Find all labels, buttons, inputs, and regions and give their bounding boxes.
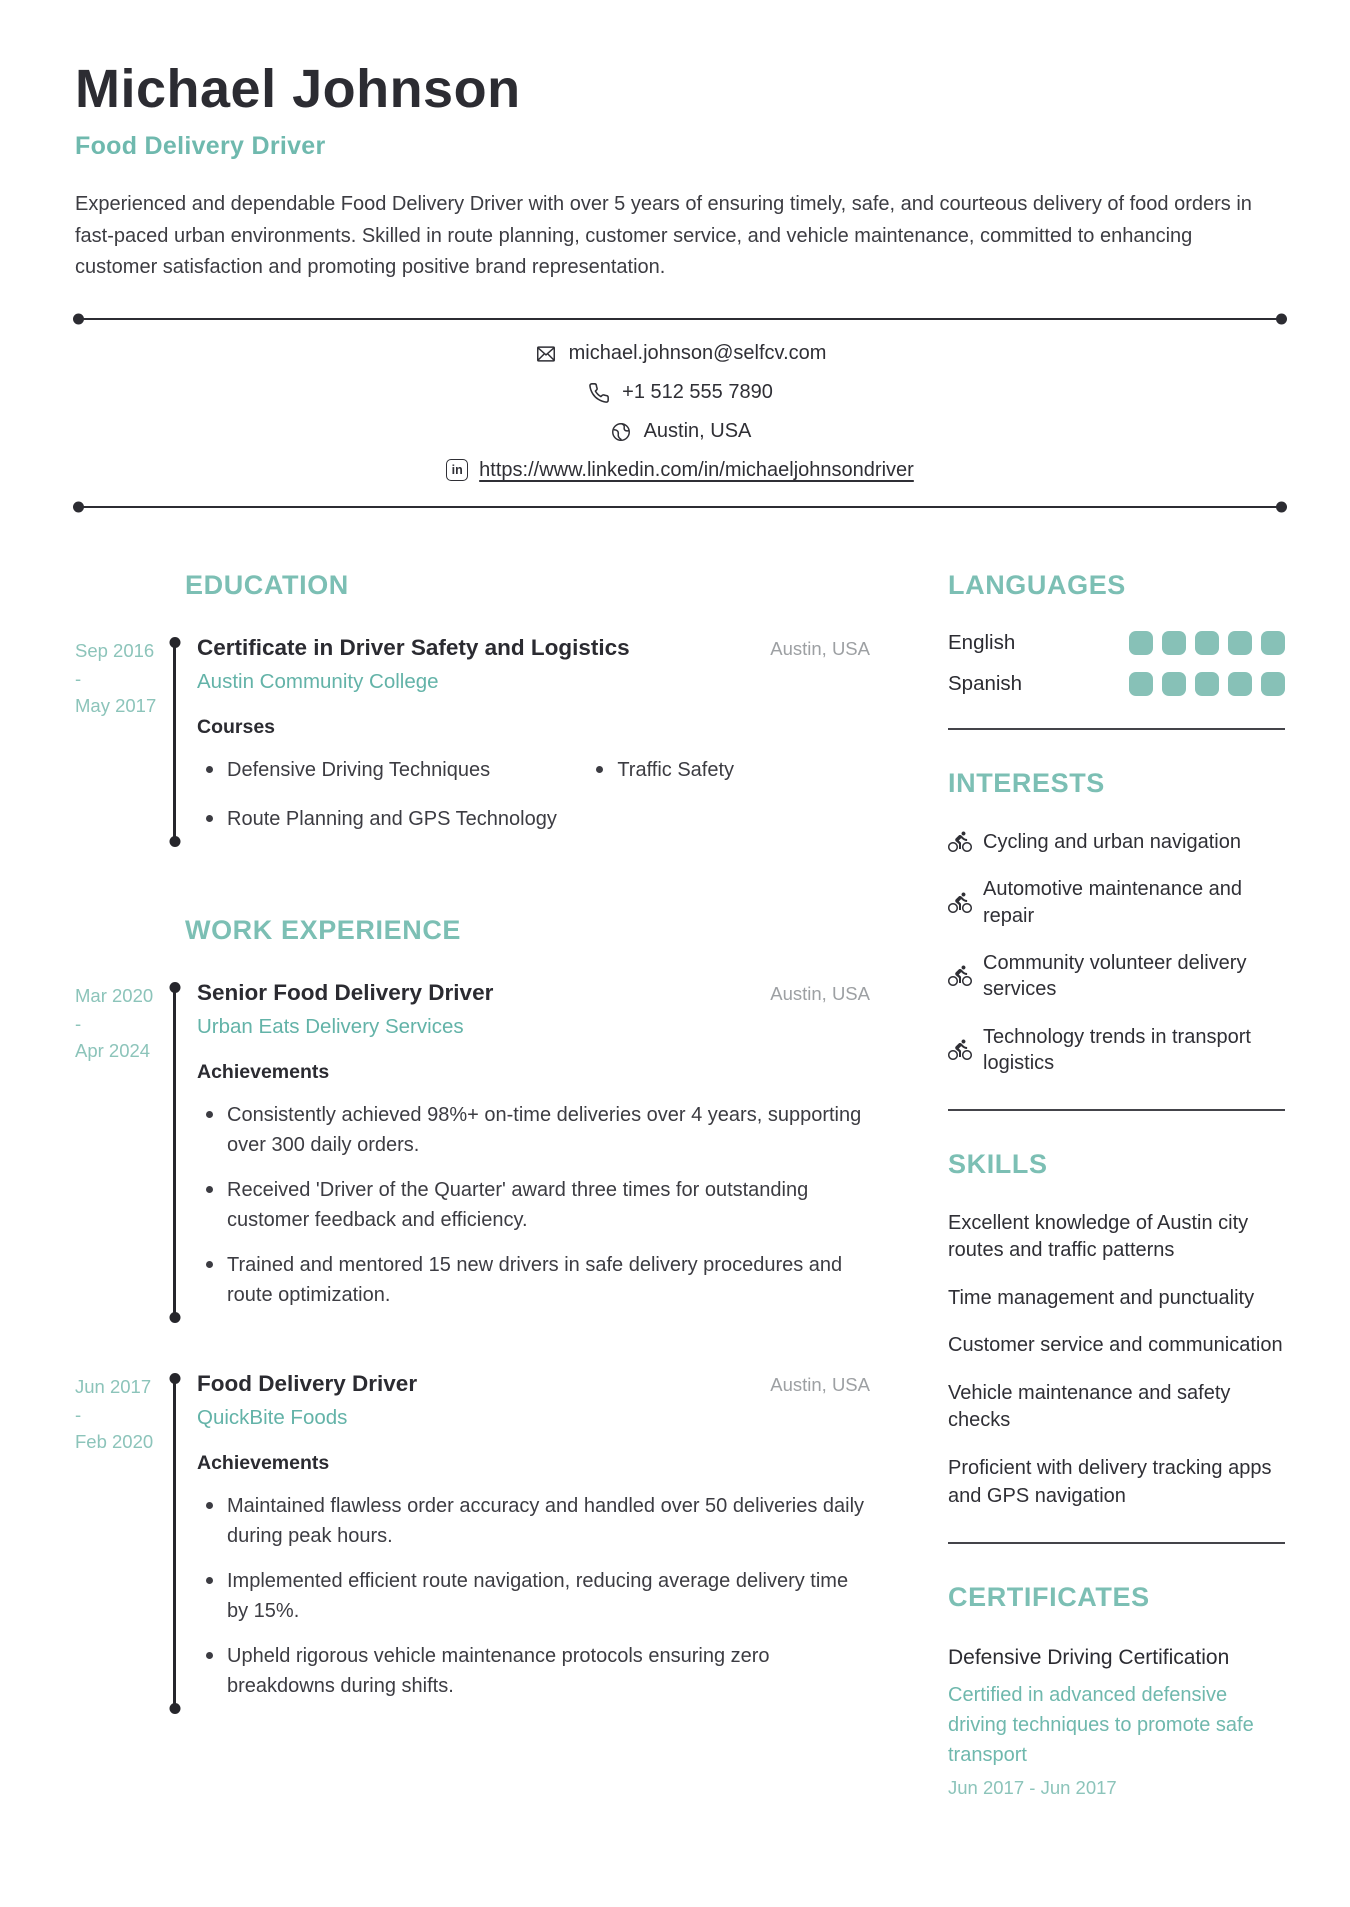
- contact-phone-row: [587, 381, 773, 405]
- profile-summary: Experienced and dependable Food Delivery Driver with over 5 years of ensuring timely, safe, and courteous delivery of food orders in fast-paced urban environments. Skilled in route planning, customer service, and vehicle maintenance, committed to enhancing customer satisfaction and promoting positive brand representation.: [75, 193, 1252, 279]
- degree-title: Certificate in Driver Safety and Logistics: [197, 634, 630, 660]
- section-title-skills: SKILLS: [948, 1148, 1048, 1179]
- date-start: Sep 2016: [75, 639, 155, 661]
- language-level-square: [1261, 672, 1285, 696]
- resume-body: [75, 570, 1285, 1799]
- section-title-work-experience: WORK EXPERIENCE: [185, 914, 462, 945]
- cyclist-icon: [948, 891, 972, 915]
- language-row: [948, 672, 1285, 696]
- contact-location-row: [609, 420, 752, 444]
- header-divider-top: [75, 318, 1285, 320]
- language-level-indicator: [1129, 672, 1285, 696]
- achievements-label: Achievements: [197, 1060, 330, 1083]
- interest-item: [948, 1024, 1285, 1077]
- language-level-square: [1228, 672, 1252, 696]
- date-start: Jun 2017: [75, 1375, 152, 1397]
- timeline-rail: [173, 641, 176, 843]
- cyclist-icon: [948, 830, 972, 854]
- main-column: [75, 570, 870, 1799]
- job-role: Senior Food Delivery Driver: [197, 979, 494, 1005]
- globe-icon: [609, 420, 633, 444]
- course-item: Route Planning and GPS Technology: [197, 804, 587, 834]
- language-level-square: [1195, 631, 1219, 655]
- interest-item: [948, 876, 1285, 929]
- work-dates: [75, 1371, 165, 1716]
- date-separator: -: [75, 1403, 82, 1425]
- education-location: Austin, USA: [770, 637, 870, 659]
- education-dates: [75, 635, 165, 849]
- company-name: Urban Eats Delivery Services: [197, 1014, 464, 1038]
- contact-email-row: [534, 342, 827, 366]
- section-title-interests: INTERESTS: [948, 767, 1105, 798]
- date-start: Mar 2020: [75, 984, 154, 1006]
- language-row: [948, 631, 1285, 655]
- section-title-education: EDUCATION: [185, 569, 349, 600]
- work-dates: [75, 980, 165, 1325]
- contact-phone: +1 512 555 7890: [622, 381, 773, 404]
- contact-location: Austin, USA: [643, 420, 752, 443]
- interest-label: Technology trends in transport logistics: [983, 1025, 1251, 1075]
- language-level-square: [1129, 672, 1153, 696]
- resume-header: [75, 58, 1285, 284]
- sidebar-column: [948, 570, 1285, 1799]
- date-end: Apr 2024: [75, 1040, 151, 1062]
- language-level-square: [1228, 631, 1252, 655]
- school-name: Austin Community College: [197, 669, 439, 693]
- skill-item: Customer service and communication: [948, 1334, 1283, 1357]
- certificate-description: Certified in advanced defensive driving techniques to promote safe transport: [948, 1683, 1254, 1766]
- cyclist-icon: [948, 964, 972, 988]
- person-name: Michael Johnson: [75, 59, 521, 119]
- work-entry: [75, 980, 870, 1325]
- work-entry-body: [176, 1371, 870, 1716]
- achievements-label: Achievements: [197, 1451, 330, 1474]
- contact-section: [75, 342, 1285, 482]
- header-divider-bottom: [75, 506, 1285, 508]
- achievement-item: Maintained flawless order accuracy and handled over 50 deliveries daily during peak hours.: [197, 1491, 870, 1551]
- achievement-item: Upheld rigorous vehicle maintenance protocols ensuring zero breakdowns during shifts.: [197, 1641, 870, 1701]
- date-end: May 2017: [75, 695, 157, 717]
- linkedin-icon: in: [446, 459, 468, 481]
- achievement-item: Trained and mentored 15 new drivers in safe delivery procedures and route optimization.: [197, 1250, 870, 1310]
- person-job-title: Food Delivery Driver: [75, 132, 326, 160]
- language-level-square: [1129, 631, 1153, 655]
- section-title-languages: LANGUAGES: [948, 569, 1126, 600]
- language-level-square: [1261, 631, 1285, 655]
- language-name: English: [948, 630, 1016, 654]
- certificate-date-range: Jun 2017 - Jun 2017: [948, 1776, 1117, 1798]
- job-role: Food Delivery Driver: [197, 1370, 418, 1396]
- interest-label: Cycling and urban navigation: [983, 830, 1241, 853]
- work-entry: [75, 1371, 870, 1716]
- education-entry-body: [176, 635, 870, 849]
- linkedin-link[interactable]: https://www.linkedin.com/in/michaeljohnsondriver: [479, 458, 914, 481]
- date-separator: -: [75, 1012, 82, 1034]
- date-end: Feb 2020: [75, 1431, 154, 1453]
- company-name: QuickBite Foods: [197, 1405, 348, 1429]
- sidebar-divider: [948, 1109, 1285, 1111]
- timeline-rail: [173, 986, 176, 1319]
- language-level-square: [1162, 631, 1186, 655]
- achievements-list: [197, 1491, 870, 1701]
- courses-list: [197, 755, 870, 849]
- cyclist-icon: [948, 1038, 972, 1062]
- skill-item: Excellent knowledge of Austin city routes and traffic patterns: [948, 1211, 1249, 1262]
- date-separator: -: [75, 667, 82, 689]
- achievements-list: [197, 1100, 870, 1310]
- section-title-certificates: CERTIFICATES: [948, 1582, 1150, 1613]
- interest-label: Community volunteer delivery services: [983, 951, 1247, 1001]
- achievement-item: Consistently achieved 98%+ on-time deliveries over 4 years, supporting over 300 daily orders.: [197, 1100, 870, 1160]
- job-location: Austin, USA: [770, 1373, 870, 1395]
- language-level-square: [1162, 672, 1186, 696]
- contact-email: michael.johnson@selfcv.com: [568, 342, 827, 365]
- language-level-indicator: [1129, 631, 1285, 655]
- sidebar-divider: [948, 1542, 1285, 1544]
- achievement-item: Implemented efficient route navigation, reducing average delivery time by 15%.: [197, 1566, 870, 1626]
- work-entry-body: [176, 980, 870, 1325]
- skill-item: Proficient with delivery tracking apps and GPS navigation: [948, 1457, 1272, 1507]
- course-item: Defensive Driving Techniques: [197, 755, 587, 785]
- envelope-icon: [534, 342, 558, 366]
- courses-label: Courses: [197, 715, 276, 738]
- interest-item: [948, 950, 1285, 1003]
- interest-label: Automotive maintenance and repair: [983, 878, 1243, 927]
- education-entry: [75, 635, 870, 849]
- phone-icon: [587, 381, 611, 405]
- course-item: Traffic Safety: [587, 755, 870, 785]
- language-level-square: [1195, 672, 1219, 696]
- contact-linkedin-row: [446, 459, 914, 482]
- timeline-rail: [173, 1377, 176, 1710]
- job-location: Austin, USA: [770, 982, 870, 1004]
- sidebar-divider: [948, 728, 1285, 730]
- skill-item: Time management and punctuality: [948, 1286, 1255, 1309]
- achievement-item: Received 'Driver of the Quarter' award three times for outstanding customer feedback and efficiency.: [197, 1175, 870, 1235]
- skill-item: Vehicle maintenance and safety checks: [948, 1381, 1231, 1432]
- certificate-item: [948, 1643, 1285, 1798]
- interest-item: [948, 829, 1285, 855]
- certificate-name: Defensive Driving Certification: [948, 1646, 1230, 1670]
- language-name: Spanish: [948, 671, 1023, 695]
